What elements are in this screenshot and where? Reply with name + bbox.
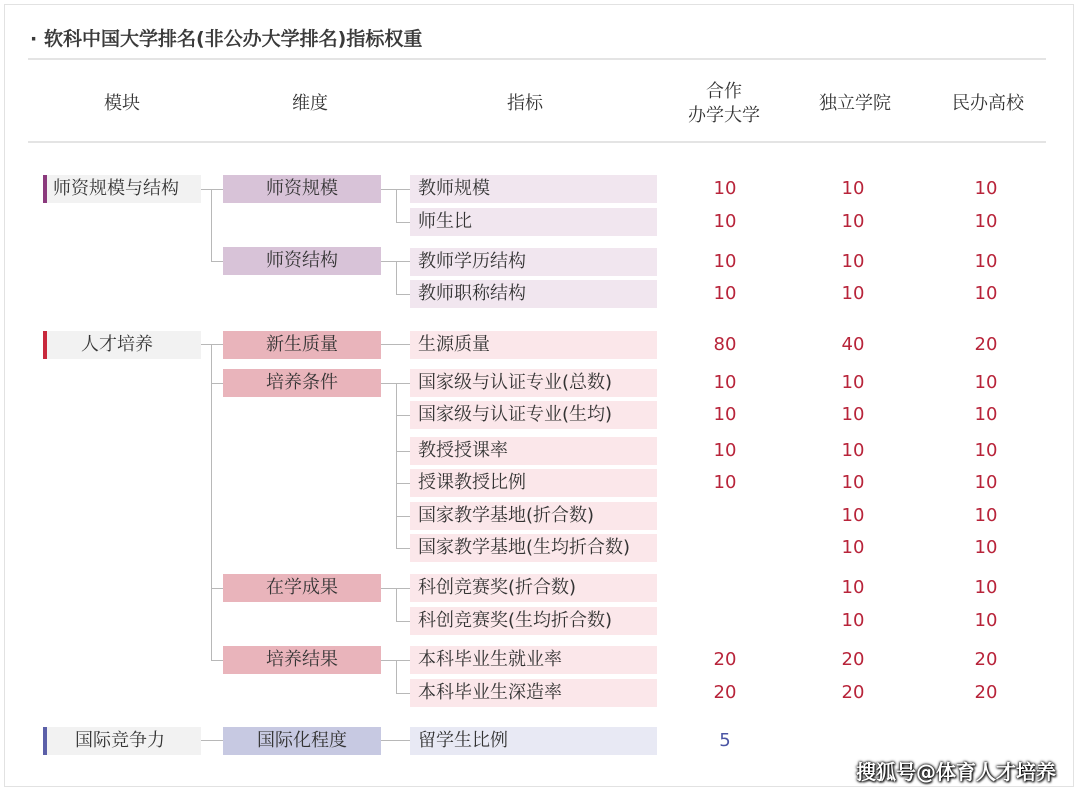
connector	[396, 383, 397, 548]
connector	[211, 261, 223, 262]
weight-independent: 10	[841, 472, 865, 493]
weight-private: 10	[974, 283, 998, 304]
weight-private: 10	[974, 178, 998, 199]
weight-private: 10	[974, 211, 998, 232]
connector	[396, 222, 410, 223]
module-color-bar	[43, 175, 47, 203]
indicator-label: 国家教学基地(折合数)	[410, 502, 657, 530]
module-text: 国际竞争力	[75, 730, 165, 751]
weight-coop: 10	[713, 372, 737, 393]
weight-coop: 20	[713, 682, 737, 703]
weight-private: 10	[974, 404, 998, 425]
weight-private: 10	[974, 610, 998, 631]
title-text: 软科中国大学排名(非公办大学排名)指标权重	[44, 28, 423, 50]
weight-private: 10	[974, 251, 998, 272]
header-independent: 独立学院	[819, 93, 891, 114]
connector	[396, 660, 397, 693]
indicator-label: 本科毕业生就业率	[410, 646, 657, 674]
header-indicator: 指标	[507, 93, 543, 114]
weight-coop: 10	[713, 472, 737, 493]
module-label	[43, 727, 201, 755]
module-color-bar	[43, 727, 47, 755]
weight-independent: 10	[841, 505, 865, 526]
connector	[396, 588, 397, 621]
connector	[211, 383, 223, 384]
weight-coop: 10	[713, 211, 737, 232]
module-label	[43, 175, 201, 203]
connector	[381, 344, 410, 345]
weight-independent: 10	[841, 577, 865, 598]
indicator-label: 留学生比例	[410, 727, 657, 755]
indicator-label: 国家级与认证专业(生均)	[410, 401, 657, 429]
header-module: 模块	[104, 93, 140, 114]
dimension-label: 师资结构	[223, 247, 381, 275]
dimension-label: 新生质量	[223, 331, 381, 359]
connector	[396, 294, 410, 295]
weight-coop: 5	[719, 730, 731, 751]
indicator-label: 国家教学基地(生均折合数)	[410, 534, 657, 562]
weight-independent: 40	[841, 334, 865, 355]
dimension-label: 培养结果	[223, 646, 381, 674]
bullet-dot: ·	[30, 28, 38, 50]
weight-independent: 10	[841, 440, 865, 461]
weight-independent: 10	[841, 372, 865, 393]
connector	[396, 516, 410, 517]
indicator-label: 授课教授比例	[410, 469, 657, 497]
header-private: 民办高校	[952, 93, 1024, 114]
indicator-label: 师生比	[410, 208, 657, 236]
weight-coop: 10	[713, 404, 737, 425]
module-label	[43, 331, 201, 359]
connector	[396, 415, 410, 416]
indicator-label: 本科毕业生深造率	[410, 679, 657, 707]
weight-coop: 10	[713, 178, 737, 199]
weight-coop: 20	[713, 649, 737, 670]
weight-independent: 10	[841, 610, 865, 631]
dimension-label: 在学成果	[223, 574, 381, 602]
connector	[201, 189, 223, 190]
indicator-label: 生源质量	[410, 331, 657, 359]
connector	[396, 621, 410, 622]
weight-coop: 10	[713, 440, 737, 461]
weight-private: 20	[974, 334, 998, 355]
connector	[396, 451, 410, 452]
module-color-bar	[43, 331, 47, 359]
connector	[396, 548, 410, 549]
indicator-label: 教授授课率	[410, 437, 657, 465]
indicator-label: 国家级与认证专业(总数)	[410, 369, 657, 397]
header-coop-line1: 合作	[706, 81, 742, 102]
weight-private: 10	[974, 505, 998, 526]
connector	[396, 189, 397, 222]
weight-private: 20	[974, 649, 998, 670]
connector	[396, 693, 410, 694]
connector	[211, 660, 223, 661]
dimension-label: 培养条件	[223, 369, 381, 397]
weight-private: 20	[974, 682, 998, 703]
indicator-label: 科创竞赛奖(生均折合数)	[410, 607, 657, 635]
weight-independent: 20	[841, 649, 865, 670]
module-text: 人才培养	[81, 334, 153, 355]
weight-independent: 10	[841, 251, 865, 272]
header-top-rule	[28, 58, 1046, 60]
dimension-label: 师资规模	[223, 175, 381, 203]
connector	[396, 261, 397, 294]
indicator-label: 教师职称结构	[410, 280, 657, 308]
connector	[396, 483, 410, 484]
header-coop-line2: 办学大学	[688, 105, 760, 126]
weight-private: 10	[974, 537, 998, 558]
page-title	[30, 24, 422, 51]
dimension-label: 国际化程度	[223, 727, 381, 755]
weight-independent: 10	[841, 178, 865, 199]
weight-private: 10	[974, 372, 998, 393]
weight-coop: 10	[713, 283, 737, 304]
weight-private: 10	[974, 440, 998, 461]
weight-independent: 10	[841, 537, 865, 558]
header-bottom-rule	[28, 141, 1046, 143]
weight-private: 10	[974, 472, 998, 493]
indicator-label: 科创竞赛奖(折合数)	[410, 574, 657, 602]
module-text: 师资规模与结构	[53, 178, 179, 199]
weight-coop: 10	[713, 251, 737, 272]
connector	[211, 588, 223, 589]
connector	[201, 740, 223, 741]
connector	[381, 740, 410, 741]
connector	[201, 344, 223, 345]
connector	[211, 189, 212, 261]
weight-private: 10	[974, 577, 998, 598]
weight-independent: 10	[841, 211, 865, 232]
header-dimension: 维度	[292, 93, 328, 114]
weight-independent: 10	[841, 283, 865, 304]
weight-coop: 80	[713, 334, 737, 355]
connector	[211, 344, 212, 660]
indicator-label: 教师学历结构	[410, 248, 657, 276]
watermark: 搜狐号@体育人才培养	[856, 760, 1056, 784]
weight-independent: 20	[841, 682, 865, 703]
header-coop	[664, 76, 784, 132]
weight-independent: 10	[841, 404, 865, 425]
indicator-label: 教师规模	[410, 175, 657, 203]
